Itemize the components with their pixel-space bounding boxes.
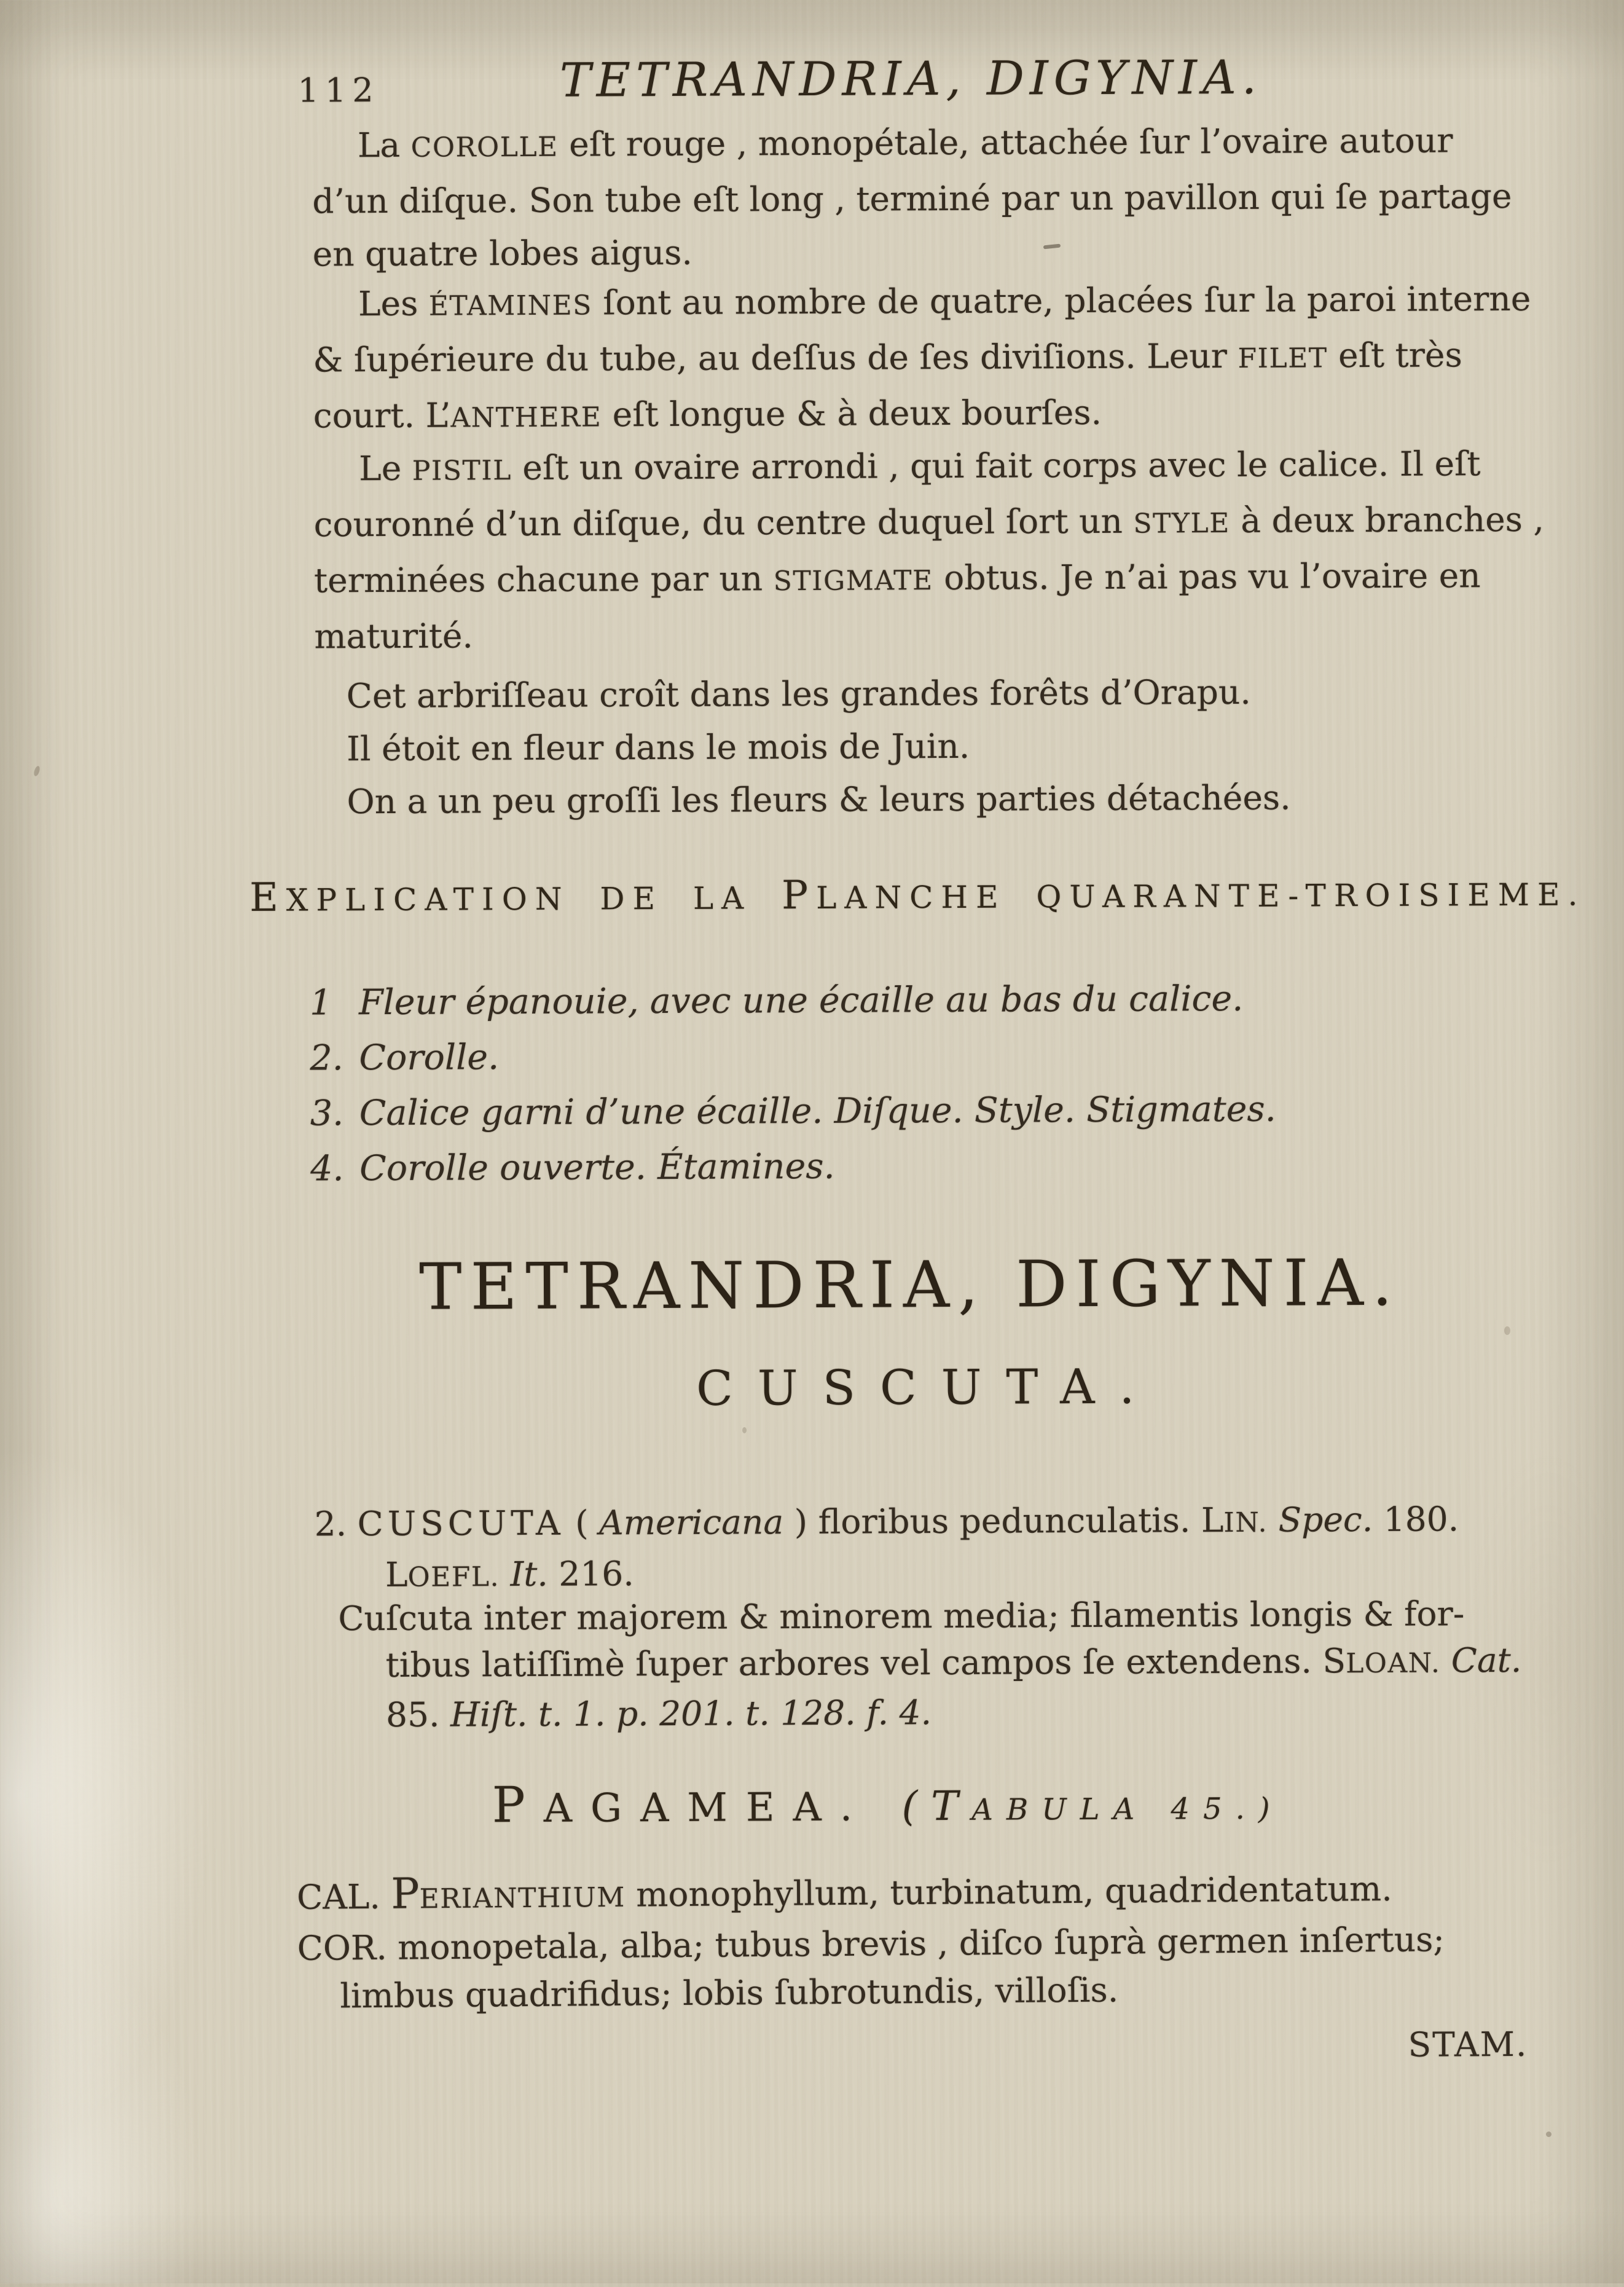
- text-line: tibus latiſſimè ſuper arbores vel campos ſe extendens. SLOAN. Cat.: [385, 1640, 1522, 1685]
- corolla-continuation-line: limbus quadrifidus; lobis ſubrotundis, villoſis.: [340, 1970, 1119, 2016]
- genus-heading: CUSCUTA.: [696, 1359, 1159, 1417]
- text-line: couronné d’un diſque, du centre duquel ſort un STYLE à deux branches ,: [313, 499, 1545, 545]
- small-caps-term: ANTHERE: [450, 401, 602, 434]
- species-epithet: Americana: [598, 1502, 784, 1543]
- text-line: Le PISTIL eſt un ovaire arrondi , qui fait corps avec le calice. Il eſt: [359, 444, 1481, 489]
- small-caps-term: FILET: [1238, 342, 1328, 374]
- small-caps-term: STYLE: [1133, 508, 1230, 540]
- plate-figure-list: [310, 971, 1277, 1197]
- plate-item-number: 3.: [310, 1093, 344, 1134]
- paragraph-pistil: [313, 437, 1545, 663]
- text-line: On a un peu groſſi les fleurs & leurs parties détachées.: [347, 777, 1291, 822]
- text-line: court. L’ANTHERE eſt longue & à deux bourſes.: [313, 392, 1102, 436]
- plate-item-text: Corolle.: [359, 1037, 500, 1079]
- corolla-line: COR. monopetala, alba; tubus brevis , diſco ſuprà germen inſertus;: [297, 1919, 1445, 1968]
- small-caps-term: ÉTAMINES: [428, 289, 592, 322]
- author-abbrev: OEFL.: [407, 1561, 500, 1593]
- plate-item-number: 4.: [310, 1148, 344, 1189]
- author-abbrev: LOAN.: [1346, 1647, 1441, 1680]
- species-name-line: 2. CUSCUTA ( Americana ) floribus pedunculatis. LIN. Spec. 180.: [314, 1499, 1459, 1544]
- small-caps-term: COROLLE: [410, 131, 559, 163]
- text-line: en quatre lobes aigus.: [312, 232, 693, 274]
- genus-name: CUSCUTA: [357, 1503, 565, 1544]
- plate-item-text: Calice garni d’une écaille. Diſque. Style. Stigmates.: [359, 1088, 1276, 1134]
- running-title: TETRANDRIA, DIGYNIA.: [559, 49, 1263, 108]
- calyx-line: CAL. PERIANTHIUM monophyllum, turbinatum, quadridentatum.: [296, 1868, 1392, 1919]
- text-line: Cuſcuta inter majorem & minorem media; filamentis longis & for-: [338, 1594, 1465, 1639]
- small-caps-term: STIGMATE: [773, 565, 933, 597]
- text-line: La COROLLE eſt rouge , monopétale, attachée ſur l’ovaire autour: [357, 120, 1453, 165]
- plate-list-item: [310, 971, 1276, 1031]
- plate-item-number: 1: [309, 982, 332, 1023]
- plate-list-item: [310, 1137, 1276, 1197]
- plate-item-text: Fleur épanouie, avec une écaille au bas du calice.: [358, 978, 1244, 1023]
- reference-line: LOEFL. It. 216.: [385, 1554, 634, 1595]
- text-line: terminées chacune par un STIGMATE obtus. Je n’ai pas vu l’ovaire en: [313, 556, 1481, 600]
- habitat-notes: [315, 666, 1291, 829]
- text-line: 85. Hiſt. t. 1. p. 201. t. 128. f. 4.: [385, 1693, 932, 1735]
- pagamea-heading: PAGAMEA. (TABULA 45.): [492, 1776, 1284, 1834]
- text-line: Il étoit en fleur dans le mois de Juin.: [347, 726, 970, 769]
- text-line: maturité.: [314, 616, 474, 656]
- plate-item-text: Corolle ouverte. Étamines.: [359, 1146, 835, 1189]
- plate-list-item: [310, 1026, 1276, 1086]
- text-line: & ſupérieure du tube, au deſſus de ſes diviſions. Leur FILET eſt très: [313, 335, 1462, 380]
- plate-explanation-heading: EXPLICATION DE LA PLANCHE QUARANTE-TROISIEME.: [249, 872, 1586, 921]
- small-caps-term: ERIANTHIUM: [419, 1881, 626, 1915]
- class-order-heading: TETRANDRIA, DIGYNIA.: [418, 1245, 1402, 1325]
- species-entry: [315, 1495, 1459, 1602]
- plate-list-item: [310, 1082, 1276, 1141]
- text-line: Les ÉTAMINES ſont au nombre de quatre, placées ſur la paroi interne: [358, 278, 1531, 324]
- paragraph-etamines: [313, 272, 1531, 446]
- plate-item-number: 2.: [310, 1037, 343, 1079]
- author-abbrev: IN.: [1223, 1506, 1268, 1539]
- paragraph-corolle: [312, 114, 1512, 281]
- text-line: d’un diſque. Son tube eſt long , terminé par un pavillon qui ſe partage: [312, 176, 1512, 221]
- latin-description: [297, 1862, 1445, 2020]
- synonym-citation: [338, 1590, 1522, 1738]
- page-number: 112: [297, 71, 380, 110]
- text-line: Cet arbriſſeau croît dans les grandes forêts d’Orapu.: [346, 672, 1251, 716]
- catchword: STAM.: [1408, 2024, 1528, 2065]
- small-caps-term: PISTIL: [412, 455, 512, 487]
